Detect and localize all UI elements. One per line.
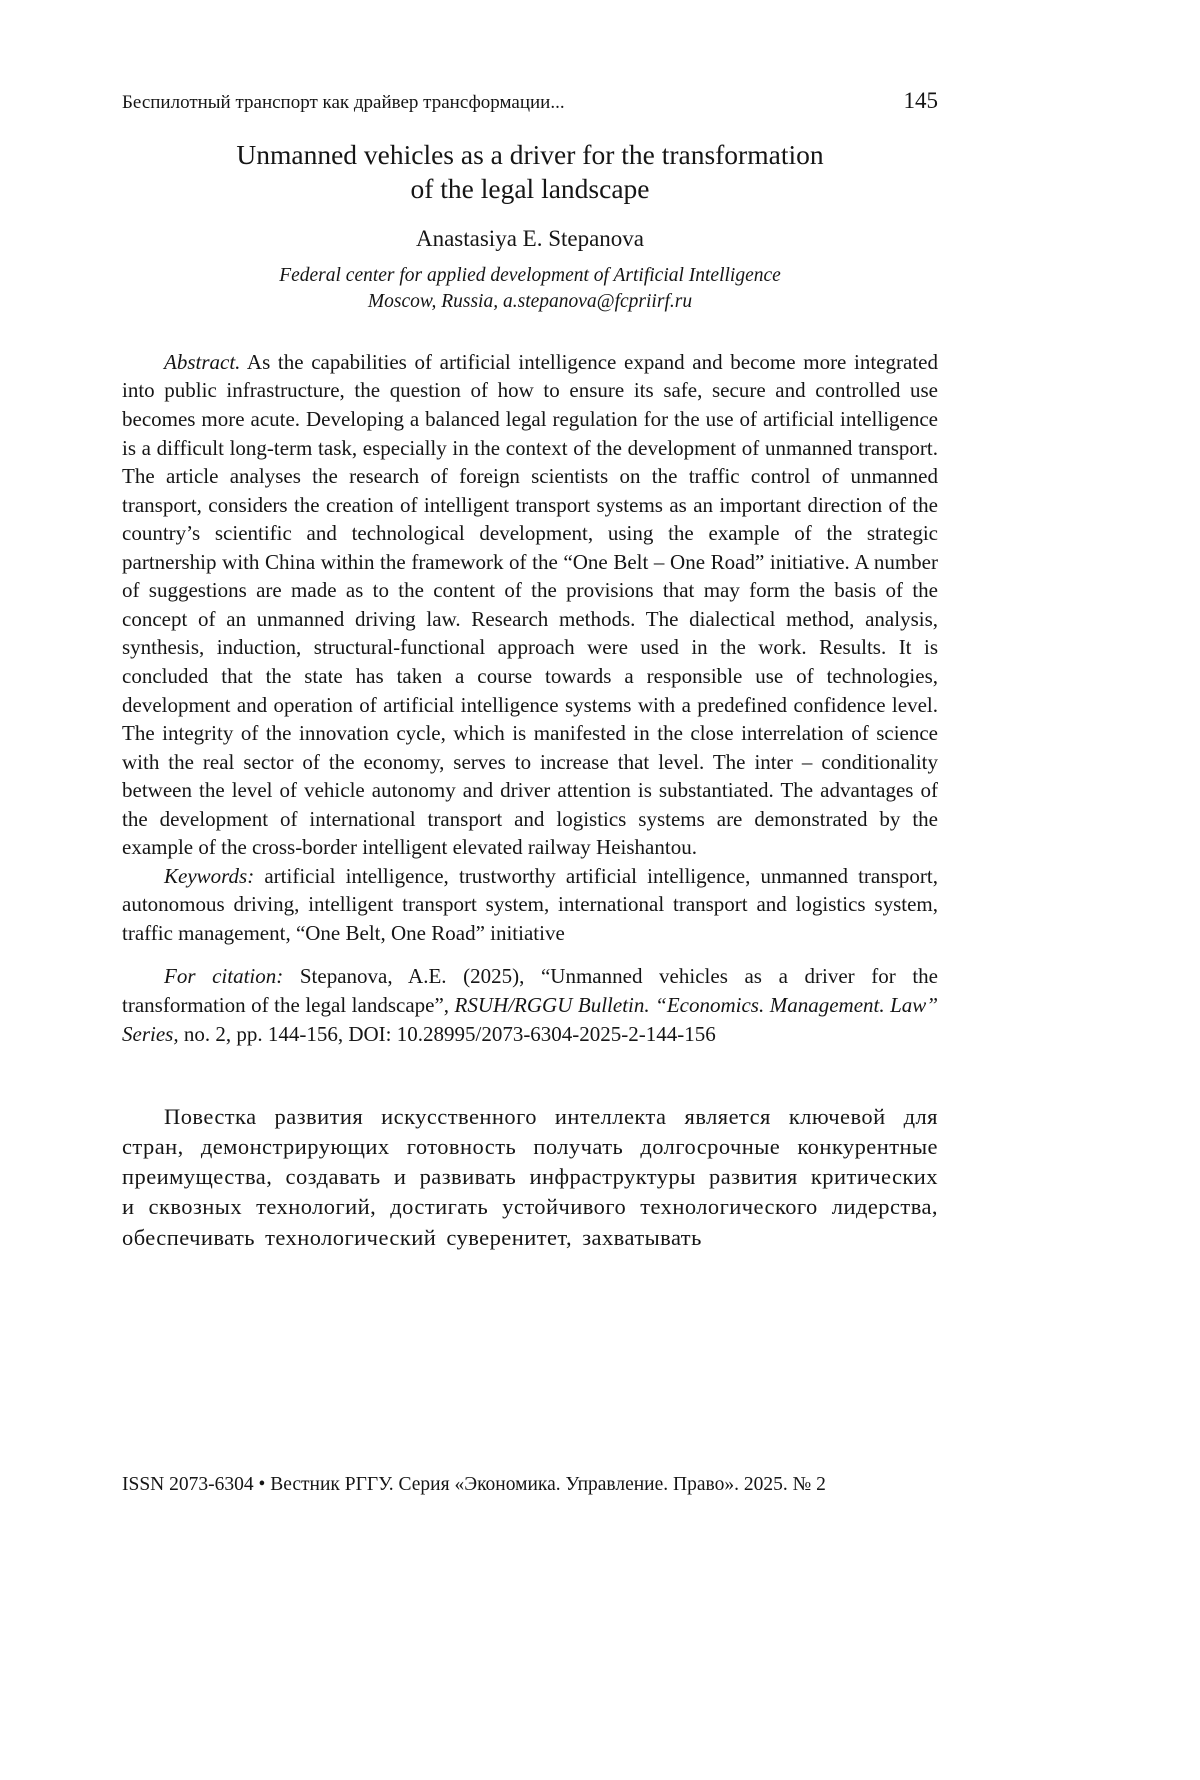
citation-text-1: Stepanova, A.E. (2025), “Unmanned vehicles as a driver for the transformation of the legal landscape”, — [122, 964, 938, 1017]
abstract-paragraph — [122, 348, 938, 862]
running-head-title: Беспилотный транспорт как драйвер трансформации... — [122, 92, 565, 113]
citation-text-2: no. 2, pp. 144-156, DOI: 10.28995/2073-6304-2025-2-144-156 — [178, 1021, 716, 1046]
abstract-label: Abstract. — [164, 349, 241, 374]
author-affiliation — [122, 263, 938, 315]
affiliation-location-email: Moscow, Russia, a.stepanova@fcpriirf.ru — [367, 291, 693, 313]
abstract-text: As the capabilities of artificial intelligence expand and become more integrated into public infrastructure, the question of how to ensure its safe, secure and controlled use becomes more acute. Developing a balanced legal regulation for the use of artificial intelligence is a difficult long-term task, especially in the context of the development of unmanned transport. The article analyses the research of foreign scientists on the traffic control of unmanned transport, considers the creation of intelligent transport systems as an important direction of the country’s scientific and technological development, using the example of the strategic partnership with China within the framework of the “One Belt – One Road” initiative. A number of suggestions are made as to the content of the provisions that may form the basis of the concept of an unmanned driving law. Research methods. The dialectical method, analysis, synthesis, induction, structural-functional approach were used in the work. Results. It is concluded that the state has taken a course towards a responsible use of technologies, development and operation of artificial intelligence systems with a predefined confidence level. The integrity of the innovation cycle, which is manifested in the close interrelation of science with the real sector of the economy, serves to increase that level. The inter – conditionality between the level of vehicle autonomy and driver attention is substantiated. The advantages of the development of international transport and logistics systems are demonstrated by the example of the cross-border intelligent elevated railway Heishantou. — [122, 349, 938, 860]
page-number: 145 — [903, 88, 938, 113]
citation-journal-name: RSUH/RGGU Bulletin. “Economics. Management. Law” Series, — [122, 992, 938, 1046]
affiliation-institution: Federal center for applied development of Artificial Intelligence — [279, 265, 781, 287]
journal-footer: ISSN 2073-6304 • Вестник РГГУ. Серия «Экономика. Управление. Право». 2025. № 2 — [122, 1474, 826, 1495]
keywords-paragraph — [122, 862, 938, 948]
keywords-label: Keywords: — [164, 863, 255, 888]
article-title-line-2: of the legal landscape — [410, 172, 650, 204]
citation-paragraph — [122, 962, 938, 1048]
page-content — [122, 88, 938, 1253]
citation-label: For citation: — [164, 964, 284, 989]
running-head — [122, 88, 938, 114]
keywords-text: artificial intelligence, trustworthy artificial intelligence, unmanned transport, autonomous driving, intelligent transport system, international transport and logistics system, traffic management, “One Belt, One Road” initiative — [122, 863, 938, 945]
article-title-line-1: Unmanned vehicles as a driver for the transformation — [236, 139, 824, 170]
author-name: Anastasiya E. Stepanova — [415, 226, 645, 252]
body-paragraph-russian: Повестка развития искусственного интеллекта является ключевой для стран, демонстрирующих готовность получать долгосрочные конкурентные преимущества, создавать и развивать инфраструктуры развития критических и сквозных технологий, достигать устойчивого технологического лидерства, обеспечивать технологический суверенитет, захватывать — [122, 1104, 938, 1250]
article-title — [122, 138, 938, 205]
